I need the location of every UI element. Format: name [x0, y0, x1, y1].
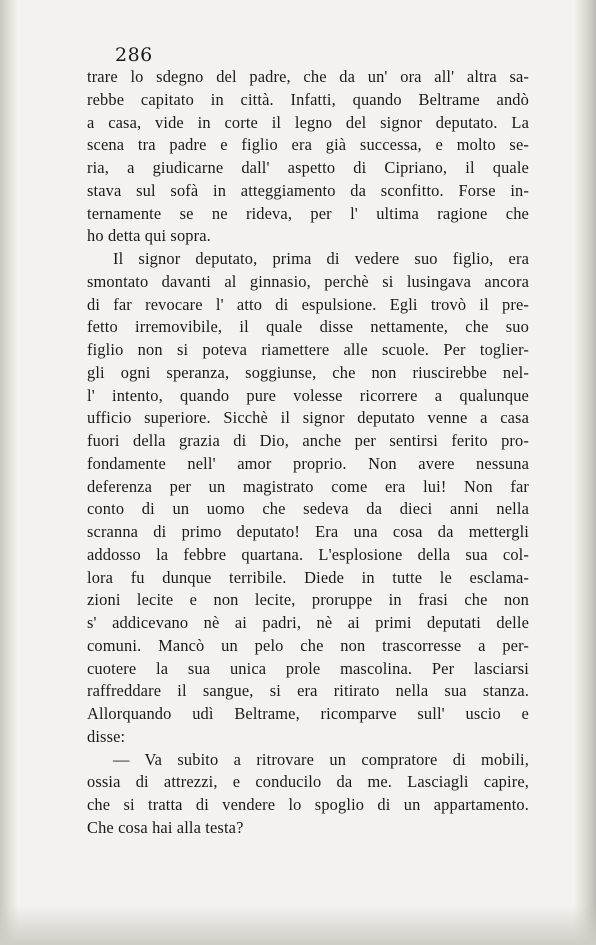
- text-line: fuori della grazia di Dio, anche per sentirsi ferito pro-: [87, 431, 529, 450]
- text-line: disse:: [87, 726, 126, 746]
- text-line: fetto irremovibile, il quale disse nettamente, che suo: [87, 317, 529, 337]
- text-line: comuni. Mancò un pelo che non trascorresse a per-: [87, 635, 529, 655]
- text-line: cuotere la sua unica prole mascolina. Per lasciarsi: [87, 658, 529, 678]
- text-line: raffreddare il sangue, si era ritirato nella sua stanza.: [87, 681, 529, 701]
- text-line: ho detta qui sopra.: [87, 226, 211, 246]
- text-line: deferenza per un magistrato come era lui! Non far: [87, 476, 529, 496]
- text-line: — Va subito a ritrovare un compratore di mobili,: [113, 749, 529, 769]
- page-number: 286: [115, 44, 153, 66]
- text-line: ternamente se ne rideva, per l' ultima ragione che: [87, 203, 529, 223]
- text-line: addosso la febbre quartana. L'esplosione della sua col-: [87, 544, 529, 564]
- text-line: ufficio superiore. Sicchè il signor deputato venne a casa: [87, 408, 529, 428]
- text-line: rebbe capitato in città. Infatti, quando Beltrame andò: [87, 89, 529, 109]
- text-line: gli ogni speranza, soggiunse, che non riuscirebbe nel-: [87, 362, 529, 382]
- text-line: smontato davanti al ginnasio, perchè si lusingava ancora: [87, 271, 529, 291]
- text-line: s' addicevano nè ai padri, nè ai primi deputati delle: [87, 613, 529, 632]
- text-line: Allorquando udì Beltrame, ricomparve sull' uscio e: [87, 704, 529, 723]
- text-line: scena tra padre e figlio era già successa, e molto se-: [87, 135, 529, 155]
- text-line: di far revocare l' atto di espulsione. Egli trovò il pre-: [87, 294, 529, 314]
- text-line: l' intento, quando pure volesse ricorrere a qualunque: [87, 385, 529, 405]
- text-line: a casa, vide in corte il legno del signor deputato. La: [87, 112, 529, 132]
- page-shadow-left: [0, 0, 18, 945]
- text-line: figlio non si poteva riamettere alle scuole. Per toglier-: [87, 340, 529, 359]
- text-line: Che cosa hai alla testa?: [87, 817, 244, 837]
- text-line: che si tratta di vendere lo spoglio di un appartamento.: [87, 795, 529, 814]
- text-line: Il signor deputato, prima di vedere suo figlio, era: [113, 249, 529, 268]
- text-line: ossia di attrezzi, e conducilo da me. Lasciagli capire,: [87, 772, 529, 792]
- text-line: conto di un uomo che sedeva da dieci anni nella: [87, 499, 529, 519]
- text-line: trare lo sdegno del padre, che da un' ora all' altra sa-: [87, 67, 529, 86]
- page-shadow-bottom: [0, 905, 596, 945]
- text-line: fondamente nell' amor proprio. Non avere nessuna: [87, 453, 529, 473]
- body-text: [87, 66, 529, 840]
- text-line: ria, a giudicarne dall' aspetto di Cipriano, il quale: [87, 158, 529, 177]
- text-line: zioni lecite e non lecite, proruppe in frasi che non: [87, 590, 529, 610]
- text-line: scranna di primo deputato! Era una cosa da mettergli: [87, 522, 529, 541]
- text-line: stava sul sofà in atteggiamento da sconfitto. Forse in-: [87, 180, 529, 200]
- page-shadow-right: [574, 0, 596, 945]
- text-line: lora fu dunque terribile. Diede in tutte le esclama-: [87, 567, 529, 587]
